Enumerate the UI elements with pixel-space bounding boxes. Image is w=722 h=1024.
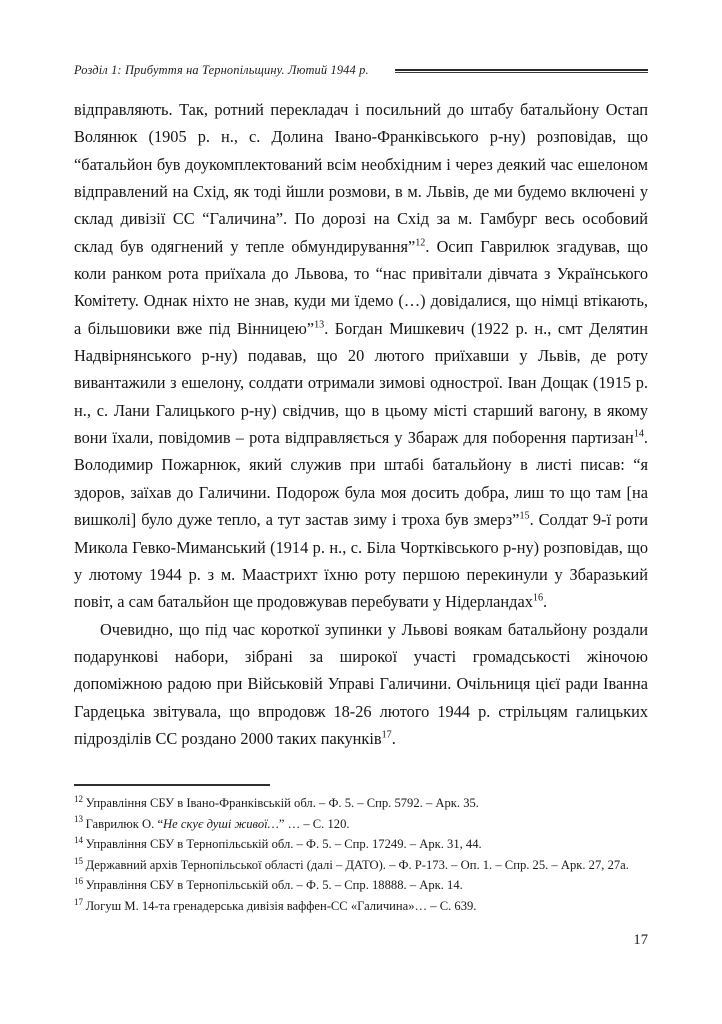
footnote-ref-17[interactable]: 17 — [381, 729, 392, 741]
paragraph-text: Очевидно, що під час короткої зупинки у Львові воякам батальйону роздали подарункові набори, зібрані за широкої участі громадськості жіночою допоміжною радою при Військовій Управі Галичини. Очільниця цієї ради Іванна Гардецька звітувала, що впродовж 18-26 лютого 1944 р. стрільцям галицьких підрозділів СС роздано 2000 таких пакунків — [74, 619, 648, 748]
paragraph-text: відправляють. Так, ротний перекладач і посильний до штабу батальйону Остап Волянюк (1905 р. н., с. Долина Івано-Франківського р-ну) розповідав, що “батальйон був доукомплектований всім необхідним і через деякий час ешелоном відправлений на Схід, як тоді йшли розмови, в м. Львів, де ми будемо включені у склад дивізії СС “Галичина”. По дорозі на Схід за м. Гамбург весь особовий склад був одягнений у тепле обмундирування” — [74, 100, 648, 256]
footnote-text: Управління СБУ в Тернопільській обл. – Ф. 5. – Спр. 17249. – Арк. 31, 44. — [85, 837, 482, 852]
footnote-ref-16[interactable]: 16 — [532, 592, 544, 604]
footnote-item — [74, 793, 648, 814]
running-head-rule — [395, 69, 648, 74]
footnote-ref-15[interactable]: 15 — [519, 510, 530, 522]
footnote-item — [74, 814, 648, 835]
paragraph — [74, 616, 648, 753]
paragraph-text-cont-3: . Володимир Пожарнюк, який служив при штабі батальйону в листі писав: “я здоров, заїхав до Галичини. Подорож була моя досить добра, лиш то що там [на вишколі] було дуже тепло, а тут застав зиму і троха був змерз” — [74, 428, 648, 530]
footnote-text: Державний архів Тернопільської області (далі – ДАТО). – Ф. Р-173. – Оп. 1. – Спр. 25. – Арк. 27, 27а. — [85, 857, 629, 872]
footnote-text: Логуш М. 14-та гренадерська дивізія ваффен-СС «Галичина»… – С. 639. — [85, 898, 477, 913]
footnote-separator-rule — [74, 784, 270, 786]
footnote-marker: 17 — [74, 896, 84, 907]
footnote-ref-12[interactable]: 12 — [415, 237, 426, 249]
paragraph-text-cont-4: . Солдат 9-ї роти Микола Гевко-Миманський (1914 р. н., с. Біла Чортківського р-ну) розповідав, що у лютому 1944 р. з м. Маастрихт їхню роту першою перекинули у Збаразький повіт, а сам батальйон ще продовжував перебувати у Нідерландах — [74, 510, 648, 612]
footnote-title-italic: Не скує душі живої… — [163, 816, 279, 831]
footnote-marker: 15 — [74, 855, 84, 866]
footnote-item — [74, 855, 648, 876]
page-number: 17 — [633, 932, 648, 948]
footnote-text: Управління СБУ в Тернопільській обл. – Ф. 5. – Спр. 18888. – Арк. 14. — [85, 878, 463, 893]
footnote-marker: 12 — [74, 793, 84, 804]
paragraph-text-cont-2: . Богдан Мишкевич (1922 р. н., смт Делятин Надвірнянського р-ну) подавав, що 20 лютого приїхавши у Львів, де роту вивантажили з ешелону, солдати отримали зимові однострої. Іван Дощак (1915 р. н., с. Лани Галицького р-ну) свідчив, що в цьому місті старший вагону, в якому вони їхали, повідомив – рота відправляється у Збараж для поборення партизан — [74, 318, 649, 448]
footnote-marker: 16 — [74, 876, 84, 887]
footnote-ref-14[interactable]: 14 — [633, 428, 644, 440]
footnote-text: Управління СБУ в Івано-Франківській обл. – Ф. 5. – Спр. 5792. – Арк. 35. — [85, 796, 479, 810]
paragraph-text-cont: . Осип Гаврилюк згадував, що коли ранком рота приїхала до Львова, то “нас привітали дівчата з Українського Комітету. Однак ніхто не знав, куди ми їдемо (…) довідалися, що німці втікають, а більшовики вже під Вінницею” — [74, 236, 648, 338]
footnote-item — [74, 834, 648, 855]
footnote-text-cont: ” … – С. 120. — [278, 816, 350, 831]
footnote-item — [74, 896, 648, 917]
running-head — [74, 60, 648, 80]
footnote-marker: 14 — [74, 835, 84, 845]
body-text-column — [74, 96, 648, 752]
paragraph-text-cont: . — [391, 728, 396, 748]
footnote-text: Гаврилюк О. “ — [85, 816, 164, 831]
paragraph-text-cont-5: . — [543, 592, 548, 612]
footnote-ref-13[interactable]: 13 — [314, 319, 325, 331]
footnote-marker: 13 — [74, 814, 84, 825]
paragraph — [74, 96, 648, 616]
footnotes-block — [74, 784, 648, 917]
footnote-item — [74, 875, 648, 896]
running-head-title: Розділ 1: Прибуття на Тернопільщину. Лютий 1944 р. — [74, 62, 369, 77]
